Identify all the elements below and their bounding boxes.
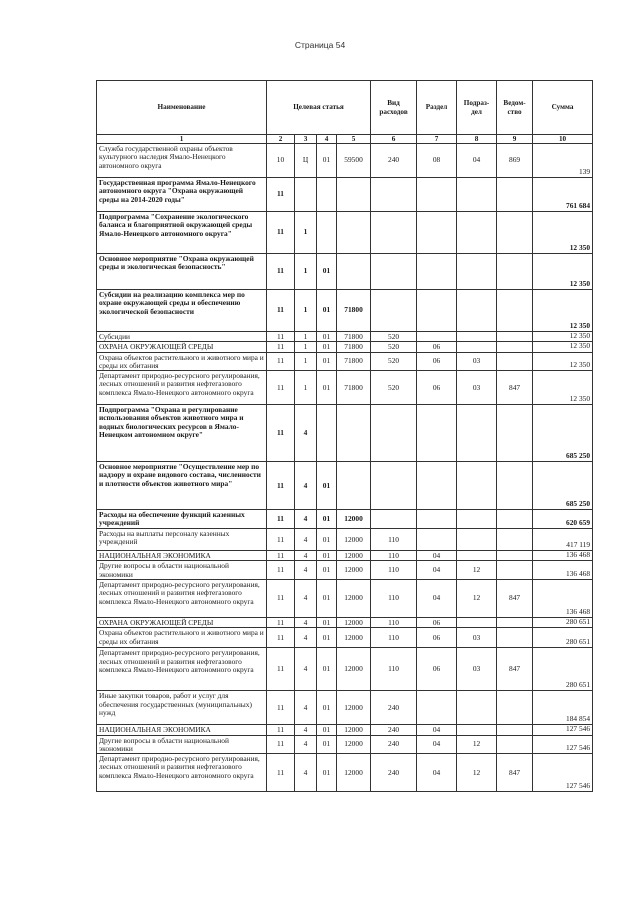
row-sum: 280 651: [533, 618, 593, 628]
column-number-row: [97, 135, 593, 144]
row-cell-c3: Ц: [295, 144, 317, 178]
row-cell-c8: 12: [457, 735, 497, 754]
row-cell-c3: 4: [295, 580, 317, 618]
row-cell-c5: [337, 254, 371, 290]
row-cell-c8: 03: [457, 371, 497, 405]
row-cell-c4: 01: [317, 254, 337, 290]
row-cell-c9: 847: [497, 371, 533, 405]
header-section: Раздел: [417, 81, 457, 135]
row-cell-c5: 71800: [337, 290, 371, 332]
row-cell-c3: 4: [295, 648, 317, 691]
header-name: Наименование: [97, 81, 267, 135]
row-cell-c9: [497, 254, 533, 290]
row-sum: 620 659: [533, 510, 593, 529]
column-number: 2: [267, 135, 295, 144]
row-name: Другие вопросы в области национальной экономики: [97, 561, 267, 580]
row-sum: 127 546: [533, 725, 593, 735]
row-cell-c6: 520: [371, 342, 417, 352]
table-row: [97, 352, 593, 371]
row-cell-c9: 847: [497, 754, 533, 792]
row-cell-c5: [337, 462, 371, 510]
row-name: ОХРАНА ОКРУЖАЮЩЕЙ СРЕДЫ: [97, 618, 267, 628]
row-sum: 136 468: [533, 580, 593, 618]
row-cell-c2: 11: [267, 254, 295, 290]
table-row: [97, 371, 593, 405]
row-cell-c7: 04: [417, 580, 457, 618]
row-cell-c4: 01: [317, 510, 337, 529]
row-cell-c6: 110: [371, 628, 417, 648]
table-row: [97, 754, 593, 792]
row-name: Субсидии на реализацию комплекса мер по охране окружающей среды и обеспечению экологической безопасности: [97, 290, 267, 332]
row-sum: 184 854: [533, 691, 593, 725]
table-row: [97, 725, 593, 735]
row-cell-c5: 12000: [337, 618, 371, 628]
row-cell-c3: [295, 178, 317, 212]
row-cell-c3: 4: [295, 529, 317, 551]
row-sum: 127 546: [533, 754, 593, 792]
row-cell-c5: 12000: [337, 510, 371, 529]
row-cell-c9: [497, 290, 533, 332]
row-cell-c3: 4: [295, 628, 317, 648]
row-cell-c4: 01: [317, 754, 337, 792]
row-cell-c4: [317, 178, 337, 212]
row-sum: 12 350: [533, 332, 593, 342]
row-cell-c9: [497, 212, 533, 254]
row-name: Департамент природно-ресурсного регулирования, лесных отношений и развития нефтегазового комплекса Ямало-Ненецкого автономного округа: [97, 754, 267, 792]
row-cell-c3: 4: [295, 510, 317, 529]
row-cell-c8: 03: [457, 628, 497, 648]
row-cell-c2: 11: [267, 628, 295, 648]
row-sum: 136 468: [533, 551, 593, 561]
row-cell-c8: [457, 290, 497, 332]
row-sum: 761 684: [533, 178, 593, 212]
row-cell-c6: [371, 254, 417, 290]
column-number: 9: [497, 135, 533, 144]
header-sum: Сумма: [533, 81, 593, 135]
row-name: Основное мероприятие "Охрана окружающей среды и экологическая безопасность": [97, 254, 267, 290]
column-number: 3: [295, 135, 317, 144]
row-name: НАЦИОНАЛЬНАЯ ЭКОНОМИКА: [97, 551, 267, 561]
row-cell-c2: 11: [267, 754, 295, 792]
page-number: Страница 54: [294, 40, 346, 50]
table-row: [97, 342, 593, 352]
row-sum: 685 250: [533, 405, 593, 462]
row-name: Департамент природно-ресурсного регулирования, лесных отношений и развития нефтегазового комплекса Ямало-Ненецкого автономного округа: [97, 648, 267, 691]
row-cell-c8: [457, 342, 497, 352]
row-cell-c8: [457, 254, 497, 290]
row-cell-c4: 01: [317, 580, 337, 618]
row-cell-c3: 4: [295, 618, 317, 628]
row-cell-c8: 12: [457, 561, 497, 580]
row-cell-c6: 520: [371, 332, 417, 342]
row-sum: 12 350: [533, 342, 593, 352]
row-cell-c2: 11: [267, 371, 295, 405]
row-cell-c4: 01: [317, 735, 337, 754]
row-cell-c5: 71800: [337, 352, 371, 371]
row-cell-c2: 10: [267, 144, 295, 178]
row-name: Департамент природно-ресурсного регулирования, лесных отношений и развития нефтегазового комплекса Ямало-Ненецкого автономного округа: [97, 580, 267, 618]
row-name: Другие вопросы в области национальной экономики: [97, 735, 267, 754]
row-cell-c5: 71800: [337, 342, 371, 352]
row-name: Основное мероприятие "Осуществление мер по надзору и охране видового состава, численности и плотности объектов животного мира": [97, 462, 267, 510]
header-row: [97, 81, 593, 135]
row-cell-c7: 04: [417, 754, 457, 792]
row-name: НАЦИОНАЛЬНАЯ ЭКОНОМИКА: [97, 725, 267, 735]
row-sum: 139: [533, 144, 593, 178]
row-cell-c4: 01: [317, 342, 337, 352]
table-row: [97, 290, 593, 332]
row-cell-c4: 01: [317, 618, 337, 628]
row-cell-c3: 1: [295, 212, 317, 254]
row-sum: 280 651: [533, 648, 593, 691]
row-cell-c4: [317, 405, 337, 462]
row-cell-c9: 869: [497, 144, 533, 178]
row-cell-c9: [497, 178, 533, 212]
row-cell-c3: 4: [295, 551, 317, 561]
row-cell-c2: 11: [267, 342, 295, 352]
row-cell-c7: 06: [417, 352, 457, 371]
row-cell-c7: [417, 212, 457, 254]
row-name: Расходы на обеспечение функций казенных учреждений: [97, 510, 267, 529]
table-row: [97, 254, 593, 290]
row-cell-c3: 4: [295, 725, 317, 735]
row-name: Охрана объектов растительного и животного мира и среды их обитания: [97, 628, 267, 648]
row-name: Государственная программа Ямало-Ненецкого автономного округа "Охрана окружающей среды на 2014-2020 годы": [97, 178, 267, 212]
row-name: Департамент природно-ресурсного регулирования, лесных отношений и развития нефтегазового комплекса Ямало-Ненецкого автономного округа: [97, 371, 267, 405]
row-cell-c2: 11: [267, 691, 295, 725]
table-row: [97, 144, 593, 178]
row-cell-c6: [371, 290, 417, 332]
row-cell-c9: [497, 462, 533, 510]
row-name: Служба государственной охраны объектов культурного наследия Ямало-Ненецкого автономного округа: [97, 144, 267, 178]
row-cell-c6: [371, 212, 417, 254]
row-cell-c9: 847: [497, 580, 533, 618]
row-cell-c3: 4: [295, 754, 317, 792]
row-cell-c8: [457, 462, 497, 510]
row-cell-c4: 01: [317, 648, 337, 691]
row-cell-c6: 110: [371, 580, 417, 618]
row-cell-c8: 04: [457, 144, 497, 178]
row-cell-c2: 11: [267, 405, 295, 462]
row-cell-c3: 1: [295, 342, 317, 352]
row-cell-c9: [497, 561, 533, 580]
row-cell-c2: 11: [267, 529, 295, 551]
row-cell-c6: 240: [371, 691, 417, 725]
row-cell-c2: 11: [267, 561, 295, 580]
row-cell-c9: 847: [497, 648, 533, 691]
row-cell-c7: 04: [417, 735, 457, 754]
table-row: [97, 212, 593, 254]
row-cell-c4: 01: [317, 332, 337, 342]
row-cell-c2: 11: [267, 618, 295, 628]
row-sum: 136 468: [533, 561, 593, 580]
row-cell-c3: 4: [295, 735, 317, 754]
row-name: Расходы на выплаты персоналу казенных учреждений: [97, 529, 267, 551]
row-cell-c3: 4: [295, 561, 317, 580]
table-row: [97, 648, 593, 691]
row-cell-c2: 11: [267, 462, 295, 510]
row-cell-c2: 11: [267, 290, 295, 332]
row-cell-c3: 1: [295, 371, 317, 405]
row-cell-c8: 12: [457, 754, 497, 792]
row-cell-c9: [497, 352, 533, 371]
table-row: [97, 178, 593, 212]
row-sum: 12 350: [533, 290, 593, 332]
row-cell-c6: [371, 462, 417, 510]
row-cell-c7: [417, 178, 457, 212]
header-expense-type: Вид расходов: [371, 81, 417, 135]
row-name: Охрана объектов растительного и животного мира и среды их обитания: [97, 352, 267, 371]
table-row: [97, 618, 593, 628]
row-cell-c4: 01: [317, 628, 337, 648]
row-name: Подпрограмма "Сохранение экологического баланса и благоприятной окружающей среды Ямало-Ненецкого автономного округа": [97, 212, 267, 254]
row-cell-c7: 06: [417, 628, 457, 648]
row-cell-c8: 03: [457, 352, 497, 371]
table-row: [97, 580, 593, 618]
row-cell-c2: 11: [267, 648, 295, 691]
row-name: ОХРАНА ОКРУЖАЮЩЕЙ СРЕДЫ: [97, 342, 267, 352]
row-sum: 12 350: [533, 212, 593, 254]
row-cell-c8: [457, 212, 497, 254]
row-cell-c2: 11: [267, 735, 295, 754]
row-cell-c8: [457, 618, 497, 628]
row-cell-c7: [417, 510, 457, 529]
table-row: [97, 735, 593, 754]
column-number: 8: [457, 135, 497, 144]
row-name: Подпрограмма "Охрана и регулирование использования объектов животного мира и водных биологических ресурсов в Ямало-Ненецком автономном округе": [97, 405, 267, 462]
row-sum: 12 350: [533, 352, 593, 371]
column-number: 4: [317, 135, 337, 144]
row-cell-c4: 01: [317, 352, 337, 371]
table-row: [97, 510, 593, 529]
row-cell-c6: 110: [371, 551, 417, 561]
row-cell-c9: [497, 529, 533, 551]
row-cell-c2: 11: [267, 332, 295, 342]
row-cell-c8: [457, 332, 497, 342]
row-cell-c5: 12000: [337, 754, 371, 792]
row-cell-c5: [337, 178, 371, 212]
row-cell-c5: 12000: [337, 735, 371, 754]
row-cell-c2: 11: [267, 212, 295, 254]
row-cell-c7: [417, 254, 457, 290]
table-row: [97, 529, 593, 551]
row-cell-c2: 11: [267, 510, 295, 529]
row-cell-c4: 01: [317, 371, 337, 405]
row-cell-c3: 1: [295, 352, 317, 371]
column-number: 5: [337, 135, 371, 144]
table-row: [97, 405, 593, 462]
row-cell-c9: [497, 510, 533, 529]
row-cell-c4: 01: [317, 462, 337, 510]
row-sum: 280 651: [533, 628, 593, 648]
row-cell-c8: [457, 725, 497, 735]
row-cell-c7: [417, 462, 457, 510]
row-cell-c6: [371, 510, 417, 529]
row-cell-c7: 08: [417, 144, 457, 178]
row-cell-c7: 04: [417, 561, 457, 580]
column-number: 1: [97, 135, 267, 144]
row-cell-c4: 01: [317, 725, 337, 735]
row-cell-c6: [371, 405, 417, 462]
row-sum: 685 250: [533, 462, 593, 510]
row-cell-c7: [417, 405, 457, 462]
row-cell-c5: 12000: [337, 725, 371, 735]
row-cell-c9: [497, 725, 533, 735]
row-cell-c6: 110: [371, 618, 417, 628]
row-cell-c5: 12000: [337, 691, 371, 725]
row-cell-c5: [337, 212, 371, 254]
row-cell-c6: 110: [371, 561, 417, 580]
row-cell-c7: [417, 691, 457, 725]
row-cell-c9: [497, 628, 533, 648]
row-cell-c6: [371, 178, 417, 212]
row-cell-c2: 11: [267, 551, 295, 561]
row-cell-c6: 110: [371, 529, 417, 551]
row-cell-c8: [457, 529, 497, 551]
row-cell-c7: 04: [417, 725, 457, 735]
row-cell-c7: 06: [417, 371, 457, 405]
header-department: Ведом-ство: [497, 81, 533, 135]
row-cell-c9: [497, 405, 533, 462]
row-name: Субсидии: [97, 332, 267, 342]
table-row: [97, 551, 593, 561]
row-cell-c4: 01: [317, 561, 337, 580]
row-cell-c6: 240: [371, 144, 417, 178]
row-cell-c7: 04: [417, 551, 457, 561]
header-subsection: Подраз-дел: [457, 81, 497, 135]
row-cell-c9: [497, 735, 533, 754]
column-number: 10: [533, 135, 593, 144]
row-cell-c7: 06: [417, 648, 457, 691]
header-target-article: Целевая статья: [267, 81, 371, 135]
row-cell-c3: 4: [295, 691, 317, 725]
table-row: [97, 462, 593, 510]
row-cell-c8: [457, 510, 497, 529]
row-cell-c6: 110: [371, 648, 417, 691]
row-cell-c5: 71800: [337, 371, 371, 405]
row-sum: 417 119: [533, 529, 593, 551]
row-cell-c5: 12000: [337, 551, 371, 561]
row-cell-c5: 12000: [337, 561, 371, 580]
row-cell-c8: [457, 178, 497, 212]
row-cell-c9: [497, 618, 533, 628]
row-cell-c8: [457, 691, 497, 725]
row-cell-c6: 240: [371, 754, 417, 792]
row-cell-c8: [457, 405, 497, 462]
row-cell-c2: 11: [267, 352, 295, 371]
column-number: 7: [417, 135, 457, 144]
row-cell-c8: [457, 551, 497, 561]
row-cell-c4: 01: [317, 290, 337, 332]
row-cell-c2: 11: [267, 178, 295, 212]
row-cell-c9: [497, 691, 533, 725]
row-cell-c6: 520: [371, 352, 417, 371]
row-cell-c5: 71800: [337, 332, 371, 342]
row-cell-c6: 240: [371, 735, 417, 754]
row-cell-c7: [417, 290, 457, 332]
row-sum: 12 350: [533, 371, 593, 405]
row-cell-c3: 1: [295, 254, 317, 290]
row-cell-c3: 1: [295, 332, 317, 342]
row-cell-c9: [497, 342, 533, 352]
row-cell-c2: 11: [267, 580, 295, 618]
row-cell-c7: [417, 332, 457, 342]
row-cell-c5: [337, 405, 371, 462]
row-cell-c9: [497, 332, 533, 342]
row-cell-c2: 11: [267, 725, 295, 735]
row-sum: 12 350: [533, 254, 593, 290]
table-row: [97, 332, 593, 342]
row-cell-c8: 12: [457, 580, 497, 618]
row-cell-c5: 59500: [337, 144, 371, 178]
budget-table: [96, 80, 593, 792]
row-sum: 127 546: [533, 735, 593, 754]
row-cell-c4: [317, 212, 337, 254]
table-row: [97, 561, 593, 580]
row-cell-c4: 01: [317, 691, 337, 725]
row-cell-c3: 4: [295, 405, 317, 462]
row-cell-c5: 12000: [337, 529, 371, 551]
row-cell-c4: 01: [317, 144, 337, 178]
row-name: Иные закупки товаров, работ и услуг для обеспечения государственных (муниципальных) нужд: [97, 691, 267, 725]
row-cell-c7: [417, 529, 457, 551]
row-cell-c7: 06: [417, 342, 457, 352]
row-cell-c6: 240: [371, 725, 417, 735]
row-cell-c7: 06: [417, 618, 457, 628]
row-cell-c3: 1: [295, 290, 317, 332]
row-cell-c5: 12000: [337, 580, 371, 618]
row-cell-c9: [497, 551, 533, 561]
row-cell-c5: 12000: [337, 648, 371, 691]
row-cell-c4: 01: [317, 529, 337, 551]
row-cell-c8: 03: [457, 648, 497, 691]
row-cell-c3: 4: [295, 462, 317, 510]
row-cell-c4: 01: [317, 551, 337, 561]
table-row: [97, 628, 593, 648]
column-number: 6: [371, 135, 417, 144]
row-cell-c5: 12000: [337, 628, 371, 648]
row-cell-c6: 520: [371, 371, 417, 405]
table-row: [97, 691, 593, 725]
